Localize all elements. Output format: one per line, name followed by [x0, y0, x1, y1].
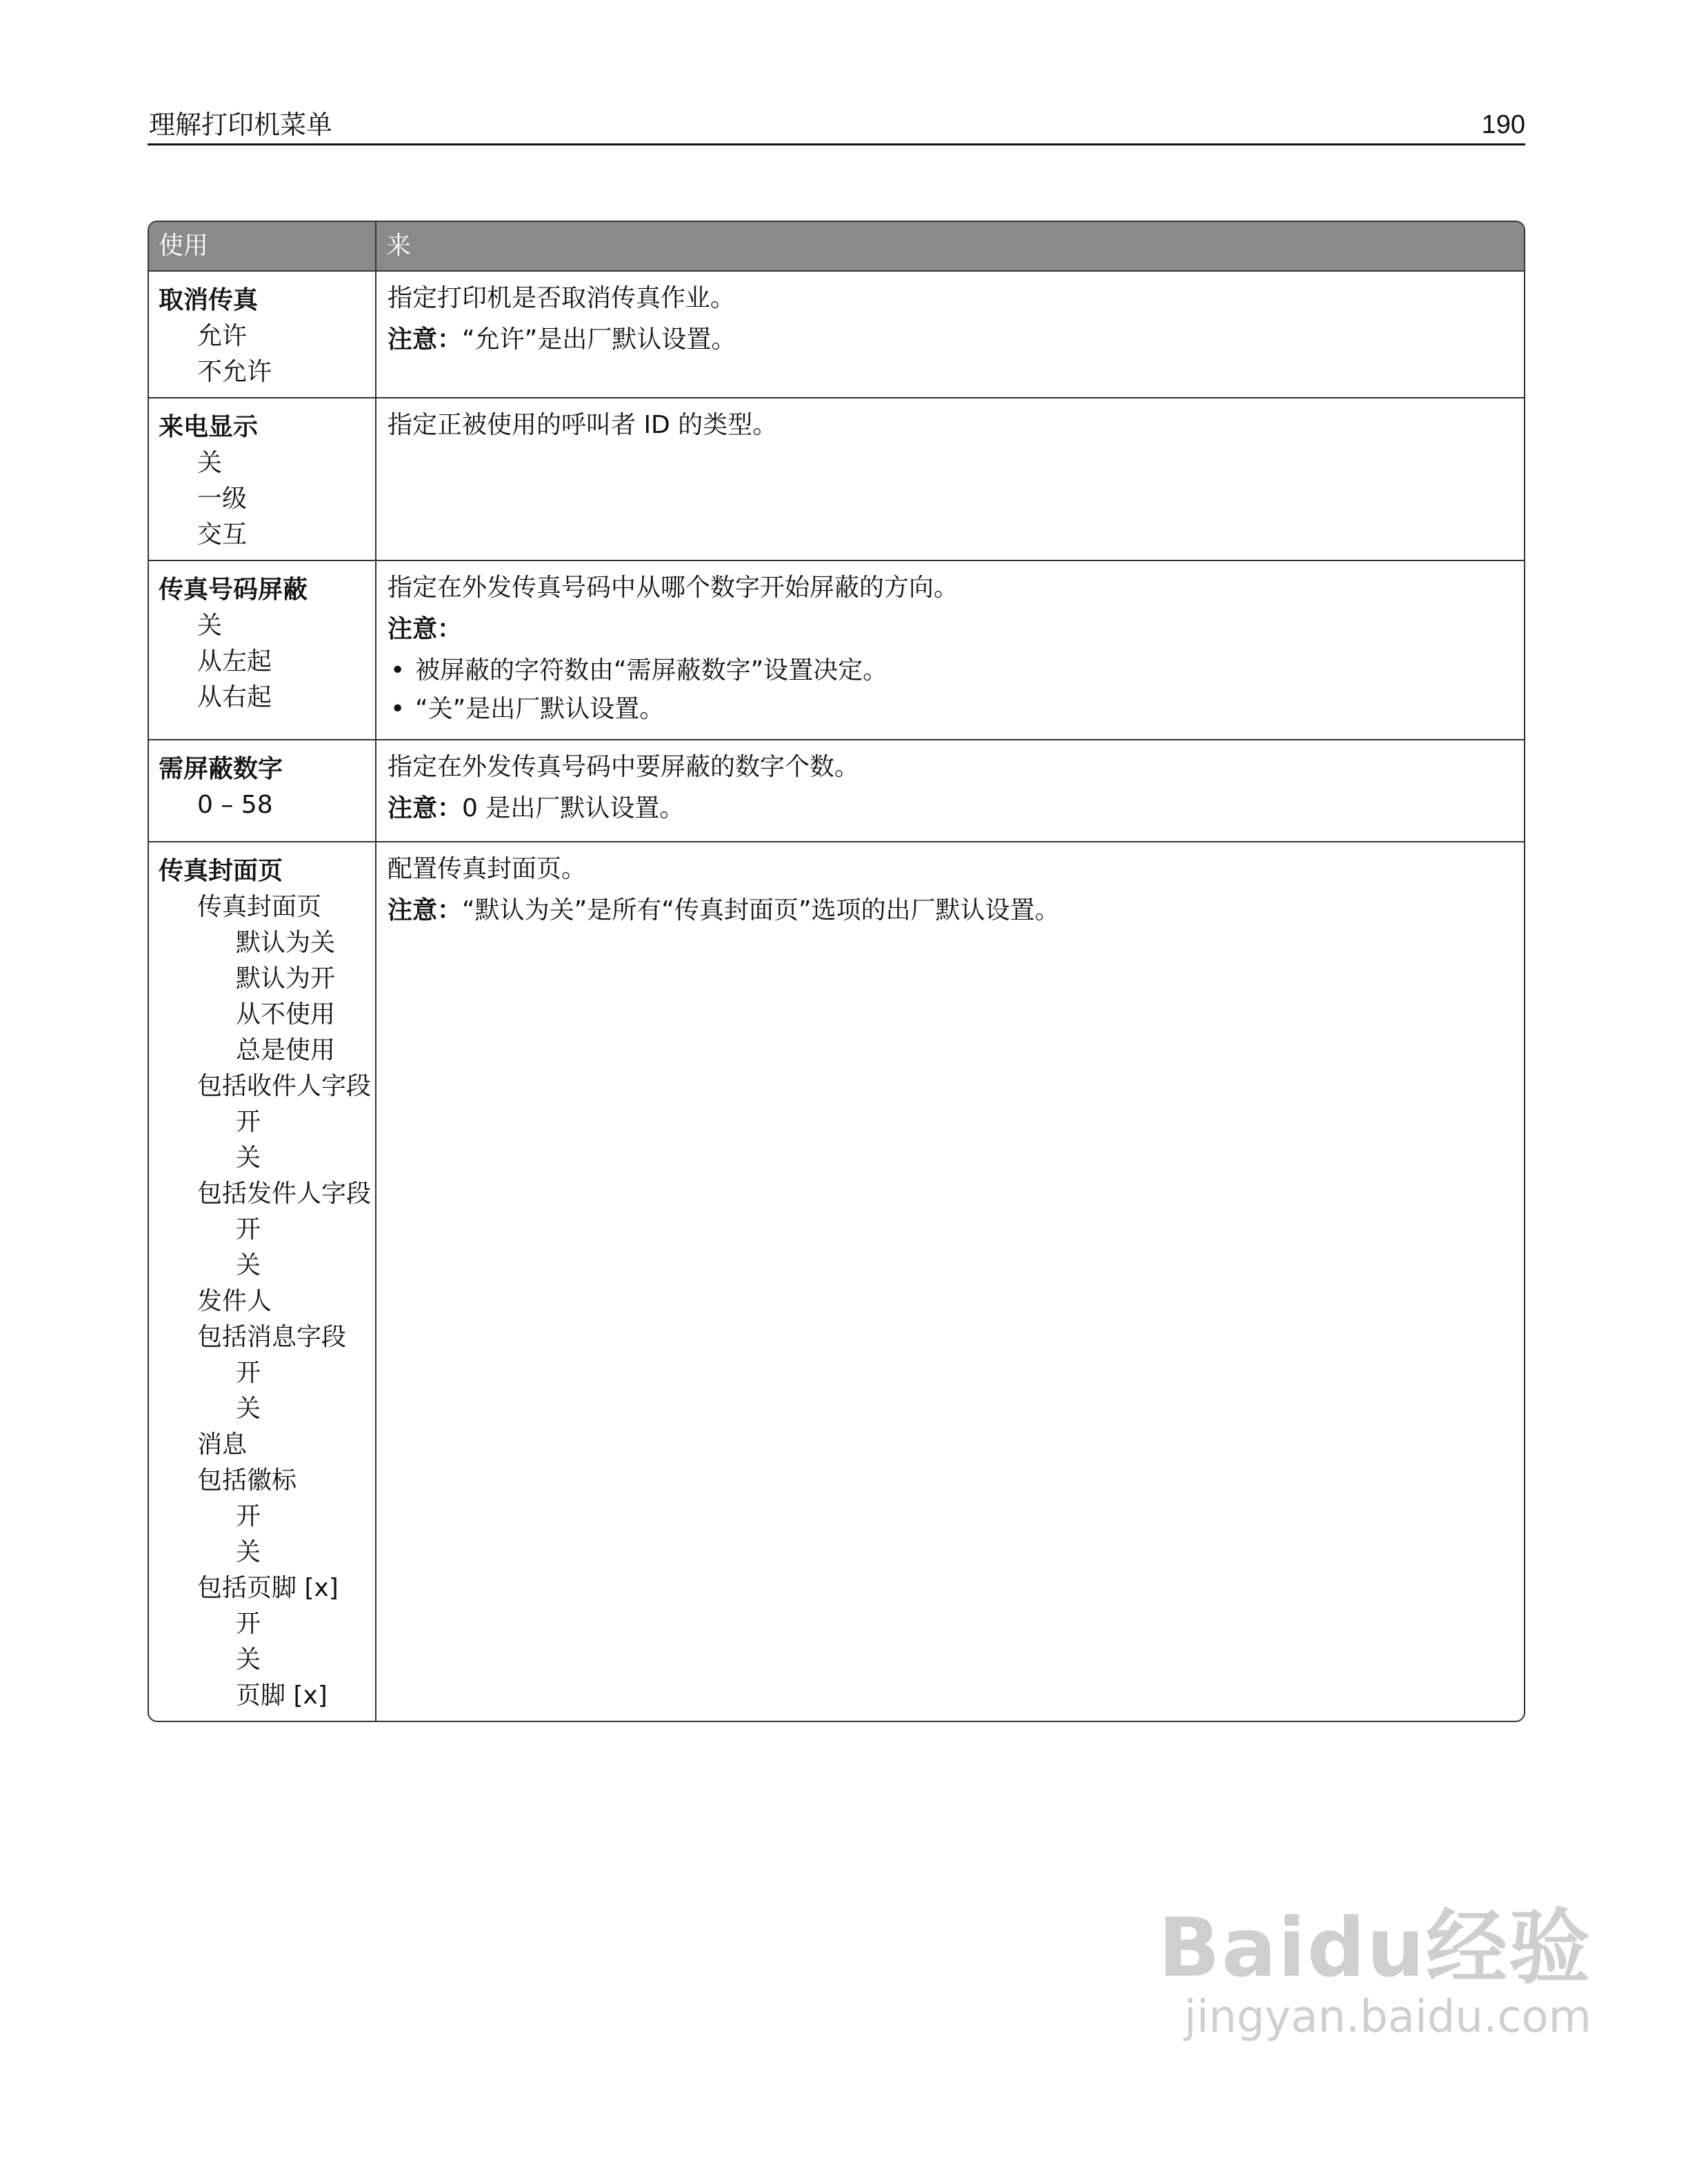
list-item: • 被屏蔽的字符数由“需屏蔽数字”设置决定。 [388, 655, 1510, 687]
description-text [388, 751, 1510, 783]
menu-item-title: 来电显示 [159, 413, 259, 441]
menu-item-title: 传真封面页 [159, 857, 283, 885]
menu-item-title: 取消传真 [159, 286, 259, 314]
paragraph-text: 指定正被使用的呼叫者 ID 的类型。 [388, 411, 778, 439]
list-item: • “关”是出厂默认设置。 [388, 694, 1510, 725]
menu-option: 0 – 58 [197, 791, 273, 819]
note-paragraph [388, 895, 1510, 927]
menu-item-title: 传真号码屏蔽 [159, 576, 308, 604]
watermark [1158, 1900, 1592, 2043]
bullet-list [388, 655, 1510, 725]
description-text [388, 572, 1510, 604]
menu-option: 消息 [197, 1430, 248, 1459]
menu-option: 包括发件人字段 [197, 1180, 372, 1208]
paragraph-text: “允许”是出厂默认设置。 [462, 325, 736, 354]
table-row [149, 739, 1524, 841]
menu-option: 开 [236, 1215, 261, 1244]
paragraph-text: 指定在外发传真号码中要屏蔽的数字个数。 [388, 753, 860, 781]
column-header-use: 使用 [149, 222, 376, 270]
menu-option: 交互 [197, 520, 248, 549]
menu-option: 开 [236, 1108, 261, 1136]
menu-item-title: 需屏蔽数字 [159, 755, 283, 783]
description-cell [376, 740, 1524, 841]
menu-option: 页脚 [x] [236, 1681, 328, 1710]
paragraph-text: 指定打印机是否取消传真作业。 [388, 284, 736, 312]
menu-option: 关 [236, 1646, 261, 1674]
menu-options-cell [149, 561, 376, 739]
note-label: 注意： [388, 615, 463, 643]
table-row [149, 270, 1524, 397]
description-cell [376, 842, 1524, 1721]
menu-option: 一级 [197, 485, 248, 513]
note-paragraph [388, 614, 1510, 645]
description-text [388, 853, 1510, 885]
table-header [149, 222, 1524, 270]
note-label: 注意： [388, 794, 463, 822]
page-header-title: 理解打印机菜单 [149, 110, 333, 140]
header-divider [148, 143, 1525, 145]
paragraph-text: “默认为关”是所有“传真封面页”选项的出厂默认设置。 [462, 896, 1060, 924]
menu-option: 发件人 [197, 1287, 272, 1315]
note-label: 注意： [388, 325, 463, 354]
menu-option: 开 [236, 1359, 261, 1387]
menu-option: 关 [236, 1538, 261, 1566]
menu-options-cell [149, 398, 376, 560]
table-body [149, 270, 1524, 1721]
menu-option: 包括收件人字段 [197, 1072, 372, 1100]
note-paragraph [388, 324, 1510, 356]
menu-option: 关 [197, 611, 223, 640]
menu-option: 包括消息字段 [197, 1323, 347, 1351]
menu-option: 不允许 [197, 358, 272, 386]
menu-option: 传真封面页 [197, 893, 322, 921]
description-cell [376, 272, 1524, 397]
description-cell [376, 561, 1524, 739]
paragraph-text: 0 是出厂默认设置。 [462, 794, 685, 822]
watermark-logo: Baidu经验 [1158, 1900, 1591, 1995]
menu-options-cell [149, 272, 376, 397]
note-label: 注意： [388, 896, 463, 924]
paragraph-text: 指定在外发传真号码中从哪个数字开始屏蔽的方向。 [388, 574, 959, 602]
menu-options-cell [149, 842, 376, 1721]
watermark-url: jingyan.baidu.com [1184, 1992, 1591, 2043]
table-row [149, 397, 1524, 560]
menu-option: 包括徽标 [197, 1466, 297, 1495]
note-paragraph [388, 793, 1510, 825]
menu-options-cell [149, 740, 376, 841]
menu-option: 从不使用 [236, 1000, 336, 1029]
description-text [388, 410, 1510, 441]
menu-option: 允许 [197, 322, 248, 350]
menu-option: 包括页脚 [x] [197, 1574, 339, 1602]
table-row [149, 841, 1524, 1721]
menu-option: 从右起 [197, 683, 272, 711]
description-cell [376, 398, 1524, 560]
page-number: 190 [1481, 110, 1525, 139]
menu-option: 关 [236, 1251, 261, 1280]
menu-option: 总是使用 [236, 1036, 336, 1064]
description-text [388, 283, 1510, 314]
column-header-to: 来 [386, 232, 412, 260]
menu-option: 关 [197, 449, 223, 477]
menu-option: 关 [236, 1395, 261, 1423]
menu-option: 关 [236, 1144, 261, 1172]
menu-option: 开 [236, 1502, 261, 1530]
menu-table [148, 221, 1525, 1722]
menu-option: 从左起 [197, 647, 272, 676]
table-row [149, 560, 1524, 739]
menu-option: 开 [236, 1610, 261, 1638]
paragraph-text: 配置传真封面页。 [388, 855, 587, 883]
menu-option: 默认为关 [236, 929, 336, 957]
menu-option: 默认为开 [236, 964, 336, 993]
